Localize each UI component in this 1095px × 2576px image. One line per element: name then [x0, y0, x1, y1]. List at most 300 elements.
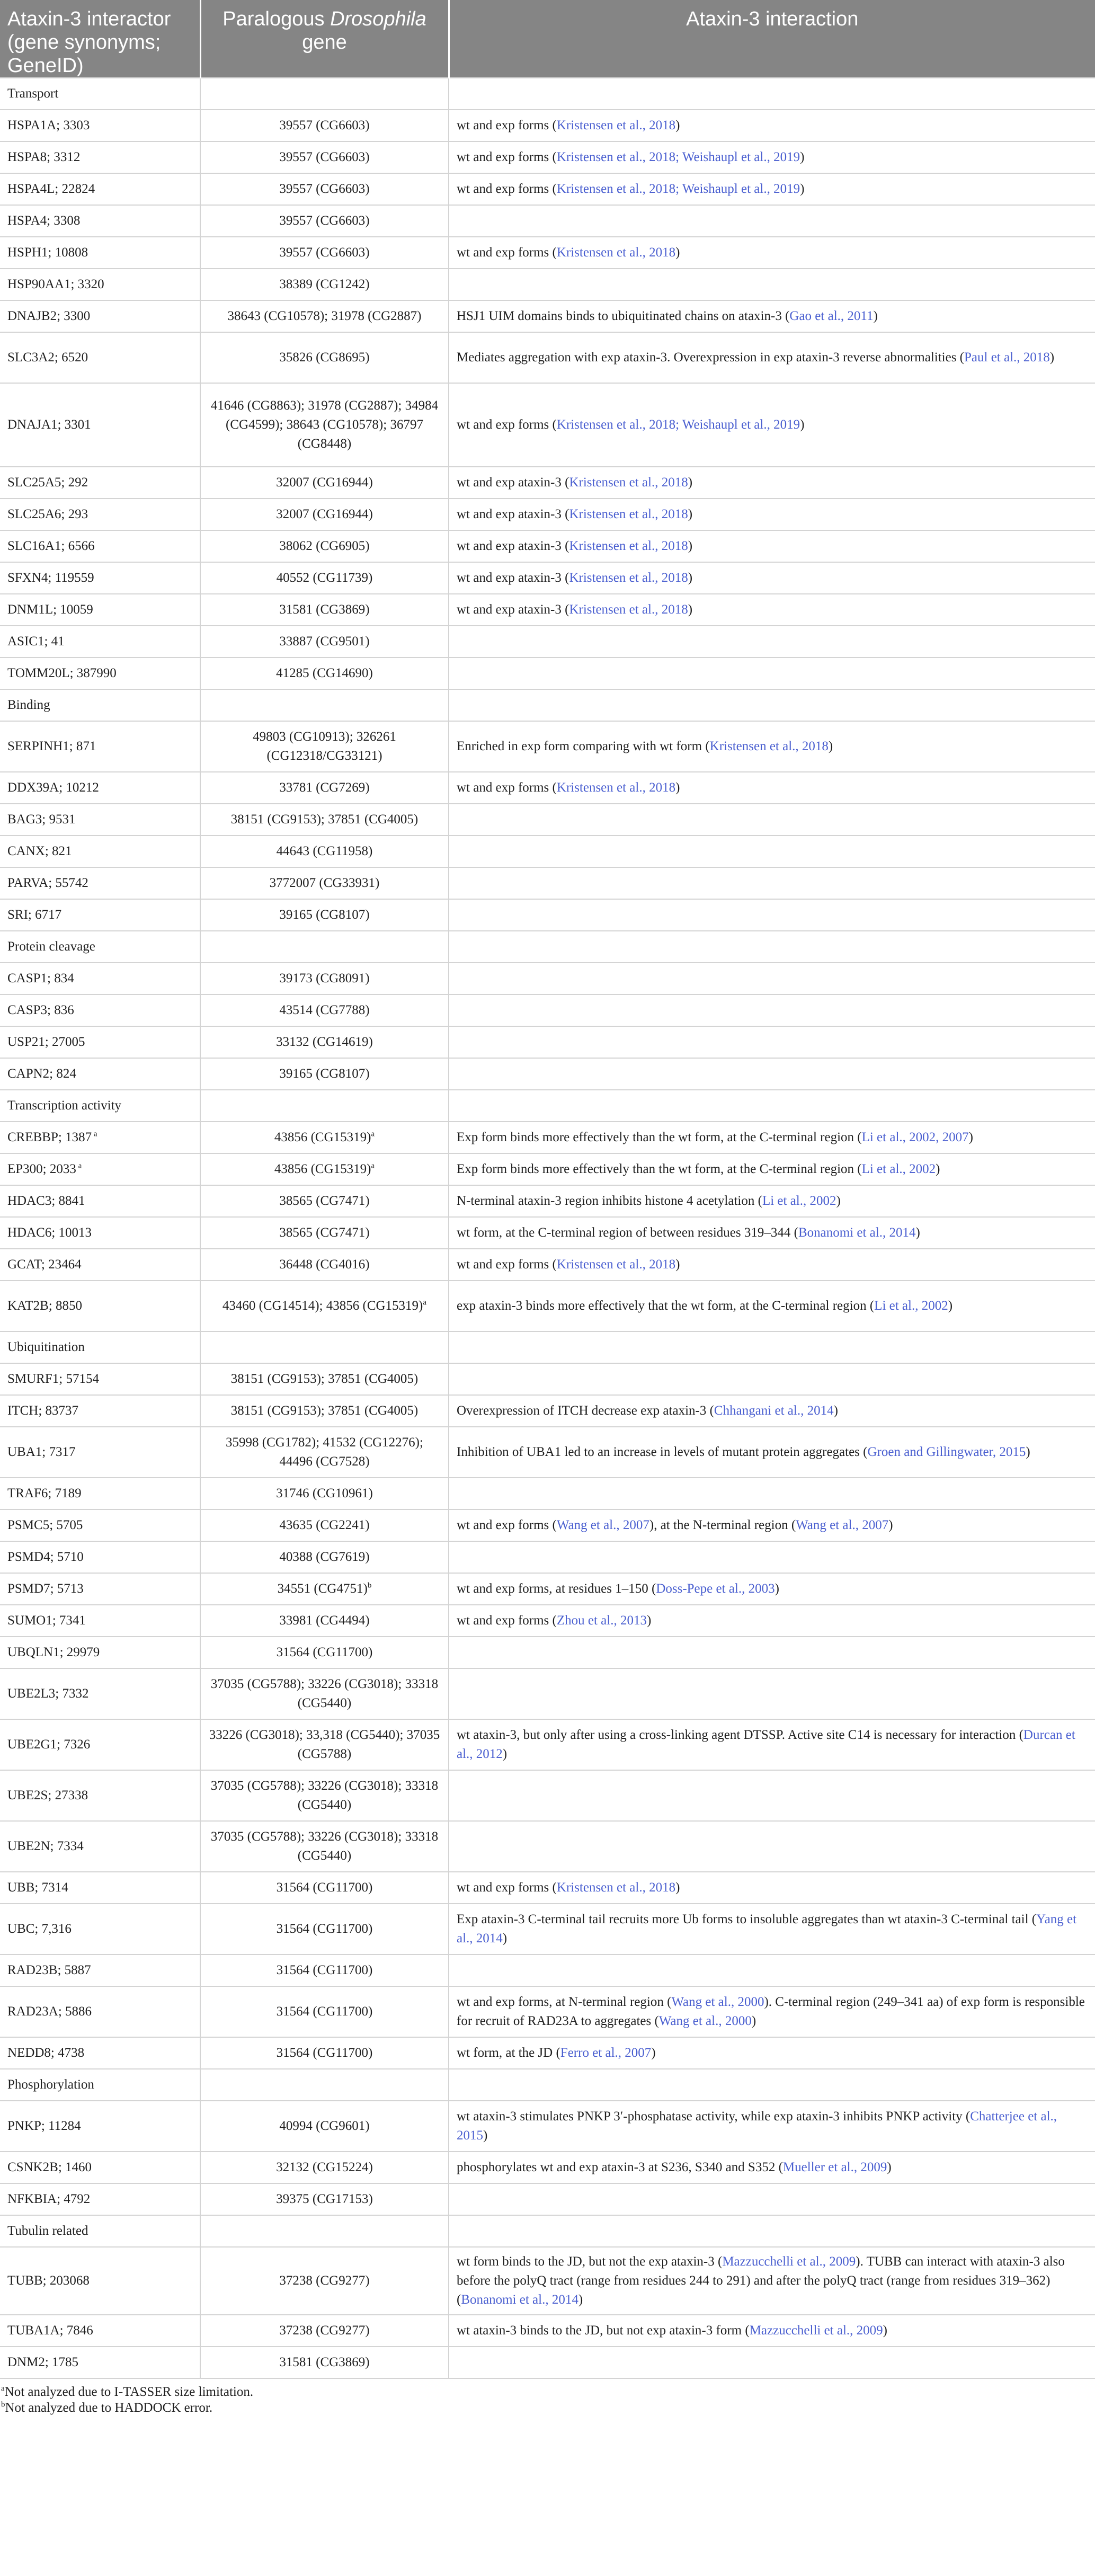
- interaction-cell: [449, 836, 1095, 867]
- table-row: [0, 2037, 1095, 2069]
- section-row: [0, 78, 1095, 110]
- gene-cell: [0, 205, 200, 237]
- section-row: [0, 1331, 1095, 1363]
- citation-link[interactable]: Doss-Pepe et al., 2003: [656, 1582, 775, 1596]
- interaction-cell: [449, 205, 1095, 237]
- paralog-cell: [200, 141, 449, 173]
- paralog-cell: [200, 1217, 449, 1249]
- gene-name: KAT2B; 8850: [7, 1299, 82, 1313]
- gene-cell: [0, 332, 200, 383]
- paralog-genes: 37035 (CG5788); 33226 (CG3018); 33318 (CG5440): [210, 1677, 439, 1710]
- gene-name: SUMO1; 7341: [7, 1613, 86, 1628]
- gene-cell: [0, 1605, 200, 1637]
- citation-link[interactable]: Kristensen et al., 2018; Weishaupl et al., 2019: [556, 182, 800, 196]
- gene-cell: [0, 1719, 200, 1770]
- paralog-cell: [200, 269, 449, 300]
- interaction-text: wt and exp forms (: [457, 1518, 557, 1532]
- citation-link[interactable]: Kristensen et al., 2018: [556, 1257, 676, 1272]
- gene-cell: [0, 1427, 200, 1478]
- interaction-text: ): [887, 2160, 892, 2174]
- paralog-genes: 34551 (CG4751): [277, 1582, 368, 1596]
- interaction-text: wt ataxin-3, but only after using a cross-linking agent DTSSP. Active site C14 is necessary for interaction (: [457, 1728, 1023, 1742]
- gene-cell: [0, 1986, 200, 2037]
- paralog-cell: [200, 332, 449, 383]
- citation-link[interactable]: Li et al., 2002, 2007: [861, 1130, 969, 1144]
- interaction-text: Overexpression of ITCH decrease exp ataxin-3 (: [457, 1404, 714, 1418]
- interaction-cell: [449, 1719, 1095, 1770]
- interaction-cell: [449, 2152, 1095, 2183]
- paralog-genes: 38151 (CG9153); 37851 (CG4005): [230, 1372, 419, 1386]
- paralog-genes: 43460 (CG14514); 43856 (CG15319): [222, 1299, 423, 1313]
- gene-cell: [0, 562, 200, 594]
- table-row: [0, 1872, 1095, 1904]
- interaction-text: Inhibition of UBA1 led to an increase in levels of mutant protein aggregates (: [457, 1445, 868, 1459]
- citation-link[interactable]: Yang et al., 2014: [457, 1912, 1077, 1946]
- table-row: [0, 994, 1095, 1026]
- footnote-mark: a: [92, 1130, 97, 1139]
- interaction-text: ): [675, 1257, 680, 1272]
- citation-link[interactable]: Kristensen et al., 2018: [569, 507, 688, 521]
- gene-name: UBE2N; 7334: [7, 1839, 84, 1853]
- table-row: [0, 1427, 1095, 1478]
- paralog-cell: [200, 1395, 449, 1427]
- gene-cell: [0, 383, 200, 467]
- paralog-genes: 43856 (CG15319): [274, 1162, 371, 1176]
- gene-cell: [0, 269, 200, 300]
- citation-link[interactable]: Kristensen et al., 2018: [556, 1880, 676, 1895]
- table-row: [0, 237, 1095, 269]
- citation-link[interactable]: Bonanomi et al., 2014: [798, 1225, 916, 1240]
- interaction-text: N-terminal ataxin-3 region inhibits histone 4 acetylation (: [457, 1194, 762, 1208]
- paralog-genes: 41285 (CG14690): [276, 666, 373, 680]
- footnote: [0, 2400, 1095, 2416]
- footnote-text: Not analyzed due to I-TASSER size limitation.: [4, 2385, 254, 2399]
- interaction-cell: [449, 332, 1095, 383]
- footnote-mark: a: [1, 2384, 5, 2393]
- table-row: [0, 332, 1095, 383]
- header-gene-suffix: gene: [302, 31, 347, 54]
- interaction-text: wt and exp ataxin-3 (: [457, 602, 569, 617]
- table-row: [0, 1821, 1095, 1872]
- citation-link[interactable]: Li et al., 2002: [762, 1194, 836, 1208]
- citation-link[interactable]: Wang et al., 2000: [671, 1995, 764, 2009]
- citation-link[interactable]: Ferro et al., 2007: [560, 2046, 652, 2060]
- gene-cell: [0, 110, 200, 141]
- gene-name: DNAJA1; 3301: [7, 418, 91, 432]
- citation-link[interactable]: Kristensen et al., 2018; Weishaupl et al., 2019: [556, 418, 800, 432]
- paralog-cell: [200, 1026, 449, 1058]
- citation-link[interactable]: Kristensen et al., 2018: [569, 571, 688, 585]
- interaction-text: ): [833, 1404, 838, 1418]
- gene-name: NEDD8; 4738: [7, 2046, 85, 2060]
- gene-cell: [0, 2315, 200, 2347]
- paralog-cell: [200, 1605, 449, 1637]
- gene-cell: [0, 1058, 200, 1090]
- table-row: [0, 269, 1095, 300]
- table-row: [0, 2152, 1095, 2183]
- interaction-cell: [449, 1217, 1095, 1249]
- interaction-cell: [449, 963, 1095, 994]
- paralog-cell: [200, 899, 449, 931]
- interaction-cell: [449, 2247, 1095, 2315]
- empty-cell: [449, 931, 1095, 963]
- interaction-text: wt and exp ataxin-3 (: [457, 539, 569, 553]
- table-row: [0, 658, 1095, 689]
- paralog-genes: 31564 (CG11700): [276, 2046, 373, 2060]
- table-row: [0, 1719, 1095, 1770]
- interaction-text: ): [836, 1194, 841, 1208]
- gene-cell: [0, 237, 200, 269]
- gene-cell: [0, 626, 200, 658]
- table-row: [0, 2183, 1095, 2215]
- paralog-genes: 37035 (CG5788); 33226 (CG3018); 33318 (CG5440): [210, 1779, 439, 1812]
- interaction-text: wt and exp forms (: [457, 418, 557, 432]
- gene-cell: [0, 1821, 200, 1872]
- citation-link[interactable]: Paul et al., 2018: [964, 350, 1050, 365]
- paralog-cell: [200, 467, 449, 499]
- gene-name: RAD23A; 5886: [7, 2004, 92, 2019]
- interaction-text: ): [688, 571, 693, 585]
- citation-link[interactable]: Kristensen et al., 2018: [709, 739, 829, 753]
- interaction-cell: [449, 658, 1095, 689]
- gene-name: DDX39A; 10212: [7, 780, 99, 795]
- table-row: [0, 626, 1095, 658]
- paralog-genes: 39165 (CG8107): [279, 1067, 370, 1081]
- gene-cell: [0, 1026, 200, 1058]
- interaction-text: wt and exp forms (: [457, 150, 557, 164]
- gene-name: RAD23B; 5887: [7, 1963, 91, 1977]
- gene-name: CASP3; 836: [7, 1003, 74, 1017]
- gene-cell: [0, 721, 200, 772]
- table-row: [0, 1217, 1095, 1249]
- citation-link[interactable]: Mazzucchelli et al., 2009: [722, 2254, 856, 2269]
- interaction-text: Exp form binds more effectively than the wt form, at the C-terminal region (: [457, 1130, 862, 1144]
- gene-cell: [0, 836, 200, 867]
- paralog-genes: 32007 (CG16944): [276, 507, 373, 521]
- header-interactor: Ataxin-3 interactor (gene synonyms; GeneID): [0, 0, 200, 78]
- gene-cell: [0, 1185, 200, 1217]
- table-row: [0, 1573, 1095, 1605]
- table-row: [0, 867, 1095, 899]
- interaction-text: phosphorylates wt and exp ataxin-3 at S236, S340 and S352 (: [457, 2160, 783, 2174]
- paralog-cell: [200, 1249, 449, 1281]
- gene-name: SLC25A6; 293: [7, 507, 88, 521]
- paralog-cell: [200, 1153, 449, 1185]
- table-row: [0, 1281, 1095, 1331]
- paralog-genes: 32132 (CG15224): [276, 2160, 373, 2174]
- citation-link[interactable]: Kristensen et al., 2018: [569, 539, 688, 553]
- paralog-cell: [200, 1637, 449, 1668]
- gene-name: NFKBIA; 4792: [7, 2192, 91, 2206]
- table-row: [0, 205, 1095, 237]
- paralog-cell: [200, 2183, 449, 2215]
- paralog-cell: [200, 1986, 449, 2037]
- section-label: Transcription activity: [0, 1090, 200, 1122]
- gene-cell: [0, 1363, 200, 1395]
- paralog-genes: 37035 (CG5788); 33226 (CG3018); 33318 (CG5440): [210, 1829, 439, 1863]
- citation-link[interactable]: Kristensen et al., 2018: [569, 602, 688, 617]
- citation-link[interactable]: Kristensen et al., 2018; Weishaupl et al., 2019: [556, 150, 800, 164]
- empty-cell: [200, 78, 449, 110]
- table-row: [0, 1026, 1095, 1058]
- gene-name: ITCH; 83737: [7, 1404, 79, 1418]
- paralog-cell: [200, 626, 449, 658]
- paralog-cell: [200, 1058, 449, 1090]
- gene-name: UBE2L3; 7332: [7, 1686, 89, 1701]
- paralog-cell: [200, 300, 449, 332]
- interaction-cell: [449, 2183, 1095, 2215]
- table-row: [0, 1363, 1095, 1395]
- interaction-cell: [449, 1281, 1095, 1331]
- paralog-cell: [200, 2101, 449, 2152]
- interaction-cell: [449, 1770, 1095, 1821]
- interaction-cell: [449, 1872, 1095, 1904]
- interaction-text: wt form, at the C-terminal region of between residues 319–344 (: [457, 1225, 798, 1240]
- interaction-cell: [449, 1058, 1095, 1090]
- table-row: [0, 2347, 1095, 2378]
- interaction-text: ): [675, 118, 680, 132]
- citation-link[interactable]: Wang et al., 2007: [796, 1518, 889, 1532]
- interaction-text: Enriched in exp form comparing with wt form (: [457, 739, 710, 753]
- footnotes: [0, 2379, 1095, 2416]
- gene-name: DNM1L; 10059: [7, 602, 93, 617]
- paralog-cell: [200, 205, 449, 237]
- citation-link[interactable]: Zhou et al., 2013: [556, 1613, 647, 1628]
- gene-cell: [0, 594, 200, 626]
- gene-name: UBA1; 7317: [7, 1445, 76, 1459]
- gene-name: CREBBP; 1387: [7, 1130, 92, 1144]
- citation-link[interactable]: Mueller et al., 2009: [782, 2160, 887, 2174]
- gene-name: TOMM20L; 387990: [7, 666, 117, 680]
- paralog-cell: [200, 2037, 449, 2069]
- table-row: [0, 1122, 1095, 1153]
- gene-name: PARVA; 55742: [7, 876, 88, 890]
- gene-name: CASP1; 834: [7, 971, 74, 985]
- citation-link[interactable]: Chatterjee et al., 2015: [457, 2109, 1057, 2143]
- gene-cell: [0, 1541, 200, 1573]
- interaction-cell: [449, 1153, 1095, 1185]
- paralog-cell: [200, 1770, 449, 1821]
- header-ataxin3-interaction: Ataxin-3 interaction: [449, 0, 1095, 78]
- paralog-genes: 33981 (CG4494): [279, 1613, 370, 1628]
- header-paralogous-prefix: Paralogous: [222, 8, 331, 30]
- paralog-genes: 31564 (CG11700): [276, 1880, 373, 1895]
- gene-cell: [0, 499, 200, 530]
- interaction-cell: [449, 899, 1095, 931]
- interaction-cell: [449, 499, 1095, 530]
- paralog-cell: [200, 1668, 449, 1719]
- gene-name: HSPA1A; 3303: [7, 118, 90, 132]
- empty-cell: [200, 1331, 449, 1363]
- gene-cell: [0, 658, 200, 689]
- empty-cell: [200, 1090, 449, 1122]
- citation-link[interactable]: Kristensen et al., 2018: [556, 245, 676, 260]
- paralog-genes: 31564 (CG11700): [276, 1963, 373, 1977]
- citation-link[interactable]: Gao et al., 2011: [789, 309, 874, 323]
- interaction-cell: [449, 1395, 1095, 1427]
- interaction-text: HSJ1 UIM domains binds to ubiquitinated chains on ataxin-3 (: [457, 309, 790, 323]
- gene-cell: [0, 1904, 200, 1955]
- interaction-cell: [449, 1637, 1095, 1668]
- paralog-cell: [200, 1363, 449, 1395]
- gene-name: PNKP; 11284: [7, 2119, 81, 2133]
- table-row: [0, 1395, 1095, 1427]
- gene-cell: [0, 994, 200, 1026]
- paralog-cell: [200, 499, 449, 530]
- interaction-text: ): [883, 2323, 887, 2338]
- gene-name: SERPINH1; 871: [7, 739, 96, 753]
- interaction-text: wt and exp forms (: [457, 118, 557, 132]
- paralog-genes: 33226 (CG3018); 33,318 (CG5440); 37035 (CG5788): [209, 1728, 440, 1761]
- paralog-cell: [200, 383, 449, 467]
- citation-link[interactable]: Bonanomi et al., 2014: [461, 2293, 578, 2307]
- table-row: [0, 141, 1095, 173]
- interaction-cell: [449, 1541, 1095, 1573]
- interaction-cell: [449, 1478, 1095, 1509]
- interaction-cell: [449, 594, 1095, 626]
- section-row: [0, 931, 1095, 963]
- paralog-genes: 39557 (CG6603): [279, 118, 370, 132]
- paralog-genes: 33781 (CG7269): [279, 780, 370, 795]
- gene-name: ASIC1; 41: [7, 634, 65, 649]
- table-row: [0, 1478, 1095, 1509]
- interaction-cell: [449, 2347, 1095, 2378]
- interaction-cell: [449, 1026, 1095, 1058]
- section-label: Ubiquitination: [0, 1331, 200, 1363]
- interaction-text: wt and exp forms, at N-terminal region (: [457, 1995, 672, 2009]
- footnote-mark: b: [1, 2400, 5, 2409]
- table-row: [0, 300, 1095, 332]
- gene-name: PSMD7; 5713: [7, 1582, 84, 1596]
- interaction-text: wt form binds to the JD, but not the exp ataxin-3 (: [457, 2254, 723, 2269]
- table-row: [0, 1770, 1095, 1821]
- paralog-genes: 44643 (CG11958): [276, 844, 373, 858]
- interaction-cell: [449, 1122, 1095, 1153]
- interaction-cell: [449, 141, 1095, 173]
- empty-cell: [449, 1331, 1095, 1363]
- paralog-genes: 49803 (CG10913); 326261 (CG12318/CG33121): [253, 730, 396, 763]
- citation-link[interactable]: Durcan et al., 2012: [457, 1728, 1075, 1761]
- empty-cell: [449, 78, 1095, 110]
- interaction-cell: [449, 626, 1095, 658]
- paralog-genes: 37238 (CG9277): [279, 2273, 370, 2288]
- footnote-mark: a: [371, 1130, 375, 1139]
- citation-link[interactable]: Kristensen et al., 2018: [556, 118, 676, 132]
- paralog-cell: [200, 562, 449, 594]
- gene-cell: [0, 173, 200, 205]
- gene-name: HDAC3; 8841: [7, 1194, 85, 1208]
- paralog-genes: 39165 (CG8107): [279, 908, 370, 922]
- interaction-text: wt ataxin-3 binds to the JD, but not exp ataxin-3 form (: [457, 2323, 750, 2338]
- paralog-cell: [200, 1719, 449, 1770]
- gene-name: DNM2; 1785: [7, 2355, 79, 2369]
- interaction-cell: [449, 1185, 1095, 1217]
- interaction-text: ): [800, 418, 805, 432]
- interaction-cell: [449, 173, 1095, 205]
- gene-cell: [0, 1281, 200, 1331]
- paralog-cell: [200, 1509, 449, 1541]
- gene-name: USP21; 27005: [7, 1035, 85, 1049]
- interaction-text: ): [502, 1747, 508, 1761]
- paralog-cell: [200, 2247, 449, 2315]
- gene-cell: [0, 1122, 200, 1153]
- paralog-cell: [200, 658, 449, 689]
- interaction-cell: [449, 300, 1095, 332]
- gene-cell: [0, 1955, 200, 1986]
- paralog-cell: [200, 721, 449, 772]
- gene-name: HSPA4; 3308: [7, 214, 81, 228]
- gene-name: SLC16A1; 6566: [7, 539, 95, 553]
- section-row: [0, 2069, 1095, 2101]
- section-row: [0, 689, 1095, 721]
- paralog-genes: 31564 (CG11700): [276, 2004, 373, 2019]
- interaction-text: wt and exp forms (: [457, 182, 557, 196]
- interaction-text: ): [646, 1613, 652, 1628]
- interaction-text: wt and exp ataxin-3 (: [457, 507, 569, 521]
- gene-cell: [0, 1872, 200, 1904]
- interaction-text: ): [688, 539, 693, 553]
- paralog-genes: 40994 (CG9601): [279, 2119, 370, 2133]
- paralog-genes: 40552 (CG11739): [276, 571, 373, 585]
- interaction-text: ): [688, 602, 693, 617]
- citation-link[interactable]: Kristensen et al., 2018: [569, 475, 688, 490]
- citation-link[interactable]: Mazzucchelli et al., 2009: [749, 2323, 883, 2338]
- interaction-cell: [449, 721, 1095, 772]
- paralog-genes: 33887 (CG9501): [279, 634, 370, 649]
- paralog-cell: [200, 1872, 449, 1904]
- table-row: [0, 2101, 1095, 2152]
- citation-link[interactable]: Groen and Gillingwater, 2015: [867, 1445, 1026, 1459]
- interaction-text: wt and exp forms (: [457, 1613, 557, 1628]
- interaction-cell: [449, 237, 1095, 269]
- interaction-text: ): [915, 1225, 920, 1240]
- table-row: [0, 2315, 1095, 2347]
- gene-name: SLC25A5; 292: [7, 475, 88, 490]
- citation-link[interactable]: Wang et al., 2000: [658, 2014, 752, 2028]
- gene-name: HSPA4L; 22824: [7, 182, 95, 196]
- citation-link[interactable]: Kristensen et al., 2018: [556, 780, 676, 795]
- interaction-text: wt ataxin-3 stimulates PNKP 3′-phosphatase activity, while exp ataxin-3 inhibits PNKP activity (: [457, 2109, 971, 2124]
- citation-link[interactable]: Li et al., 2002: [874, 1299, 948, 1313]
- gene-cell: [0, 1573, 200, 1605]
- citation-link[interactable]: Li et al., 2002: [861, 1162, 936, 1176]
- paralog-cell: [200, 237, 449, 269]
- interaction-cell: [449, 867, 1095, 899]
- paralog-cell: [200, 804, 449, 836]
- citation-link[interactable]: Wang et al., 2007: [556, 1518, 649, 1532]
- interaction-text: ): [948, 1299, 953, 1313]
- citation-link[interactable]: Chhangani et al., 2014: [714, 1404, 834, 1418]
- gene-cell: [0, 2037, 200, 2069]
- table-row: [0, 594, 1095, 626]
- interaction-text: ): [578, 2293, 583, 2307]
- gene-cell: [0, 1478, 200, 1509]
- gene-name: PSMD4; 5710: [7, 1550, 84, 1564]
- interaction-text: ): [751, 2014, 756, 2028]
- table-row: [0, 772, 1095, 804]
- gene-cell: [0, 804, 200, 836]
- interaction-cell: [449, 1573, 1095, 1605]
- interaction-text: Exp form binds more effectively than the wt form, at the C-terminal region (: [457, 1162, 862, 1176]
- interaction-text: ): [483, 2128, 488, 2143]
- paralog-genes: 43856 (CG15319): [274, 1130, 371, 1144]
- footnote-text: Not analyzed due to HADDOCK error.: [5, 2401, 213, 2415]
- interaction-text: ): [688, 475, 693, 490]
- interaction-cell: [449, 110, 1095, 141]
- gene-cell: [0, 1153, 200, 1185]
- interaction-cell: [449, 1427, 1095, 1478]
- header-drosophila: Drosophila: [330, 8, 426, 30]
